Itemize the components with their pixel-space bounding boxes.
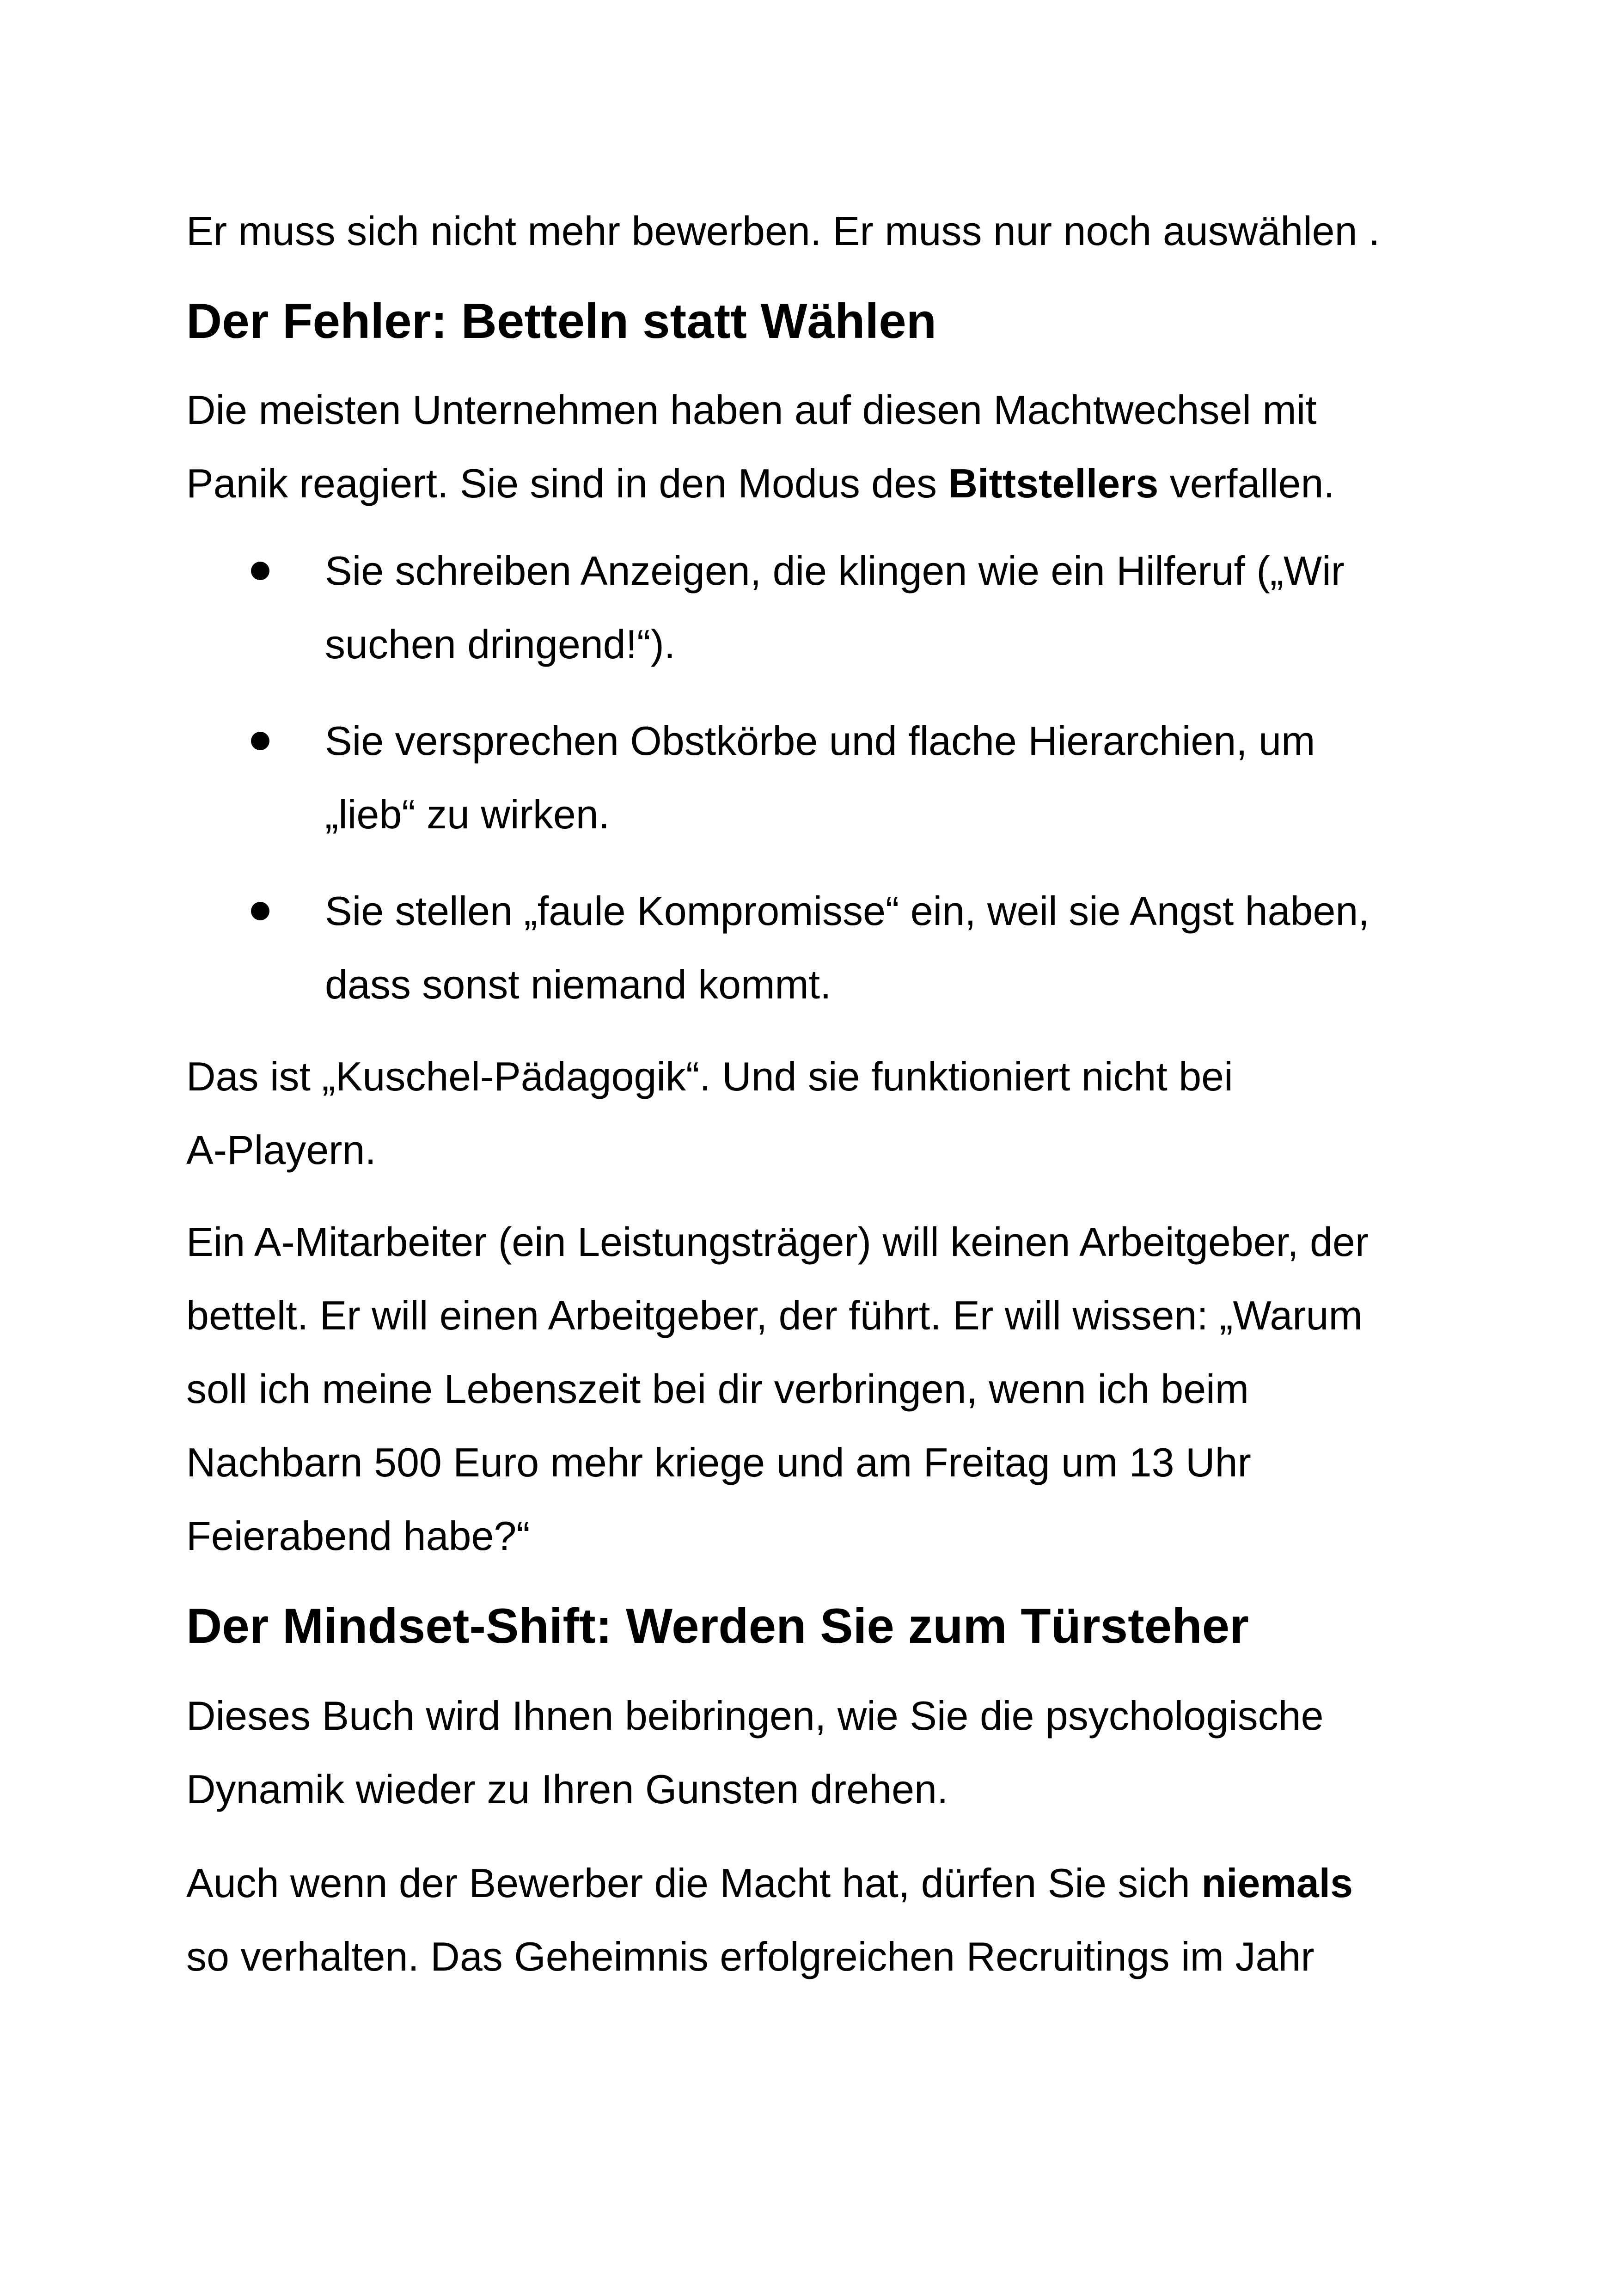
- paragraph-dieses-buch: [186, 1679, 1443, 1826]
- bullet-list: [186, 534, 1443, 1021]
- intro-line: Er muss sich nicht mehr bewerben. Er muss nur noch auswählen .: [186, 208, 1380, 254]
- page-content: [186, 194, 1443, 1993]
- text-run: verfallen.: [1158, 460, 1335, 506]
- bold-term-bittstellers: Bittstellers: [948, 460, 1159, 506]
- bullet-line: „lieb“ zu wirken.: [325, 791, 610, 837]
- bullet-item: [186, 704, 1443, 851]
- bullet-line: Sie versprechen Obstkörbe und flache Hierarchien, um: [325, 718, 1315, 764]
- paragraph-line: Feierabend habe?“: [186, 1513, 530, 1559]
- text-run: Panik reagiert. Sie sind in den Modus des: [186, 460, 948, 506]
- bullet-item: [186, 534, 1443, 681]
- bullet-line: Sie stellen „faule Kompromisse“ ein, weil sie Angst haben,: [325, 888, 1369, 934]
- text-run: Auch wenn der Bewerber die Macht hat, dürfen Sie sich: [186, 1860, 1202, 1906]
- bullet-line: suchen dringend!“).: [325, 621, 676, 667]
- paragraph-line: A-Playern.: [186, 1127, 376, 1173]
- paragraph-kuschel-paedagogik: [186, 1040, 1443, 1187]
- bold-term-niemals: niemals: [1201, 1860, 1353, 1906]
- bullet-line: Sie schreiben Anzeigen, die klingen wie ein Hilferuf („Wir: [325, 548, 1345, 594]
- paragraph-line: Dynamik wieder zu Ihren Gunsten drehen.: [186, 1766, 948, 1812]
- bullet-icon: [251, 562, 269, 580]
- heading-mindset-shift: Der Mindset-Shift: Werden Sie zum Türsteher: [186, 1598, 1249, 1653]
- bullet-icon: [251, 902, 269, 920]
- paragraph-line: so verhalten. Das Geheimnis erfolgreichen Recruitings im Jahr: [186, 1934, 1314, 1979]
- bullet-line: dass sonst niemand kommt.: [325, 961, 831, 1007]
- paragraph-line: Die meisten Unternehmen haben auf diesen Machtwechsel mit: [186, 387, 1317, 433]
- paragraph-line: bettelt. Er will einen Arbeitgeber, der führt. Er will wissen: „Warum: [186, 1292, 1363, 1338]
- paragraph-auch-wenn: [186, 1846, 1443, 1993]
- bullet-icon: [251, 732, 269, 750]
- paragraph-line: Das ist „Kuschel-Pädagogik“. Und sie funktioniert nicht bei: [186, 1053, 1233, 1099]
- paragraph-line: Nachbarn 500 Euro mehr kriege und am Freitag um 13 Uhr: [186, 1439, 1251, 1485]
- paragraph-line: Ein A-Mitarbeiter (ein Leistungsträger) will keinen Arbeitgeber, der: [186, 1219, 1369, 1265]
- bullet-item: [186, 874, 1443, 1021]
- paragraph-line: [186, 447, 1443, 520]
- paragraph-line: Dieses Buch wird Ihnen beibringen, wie Sie die psychologische: [186, 1693, 1324, 1739]
- paragraph-machtwechsel: [186, 373, 1443, 520]
- paragraph-line: soll ich meine Lebenszeit bei dir verbringen, wenn ich beim: [186, 1366, 1249, 1412]
- paragraph-a-mitarbeiter: [186, 1205, 1443, 1573]
- paragraph-line: [186, 1846, 1443, 1920]
- heading-der-fehler: Der Fehler: Betteln statt Wählen: [186, 293, 937, 349]
